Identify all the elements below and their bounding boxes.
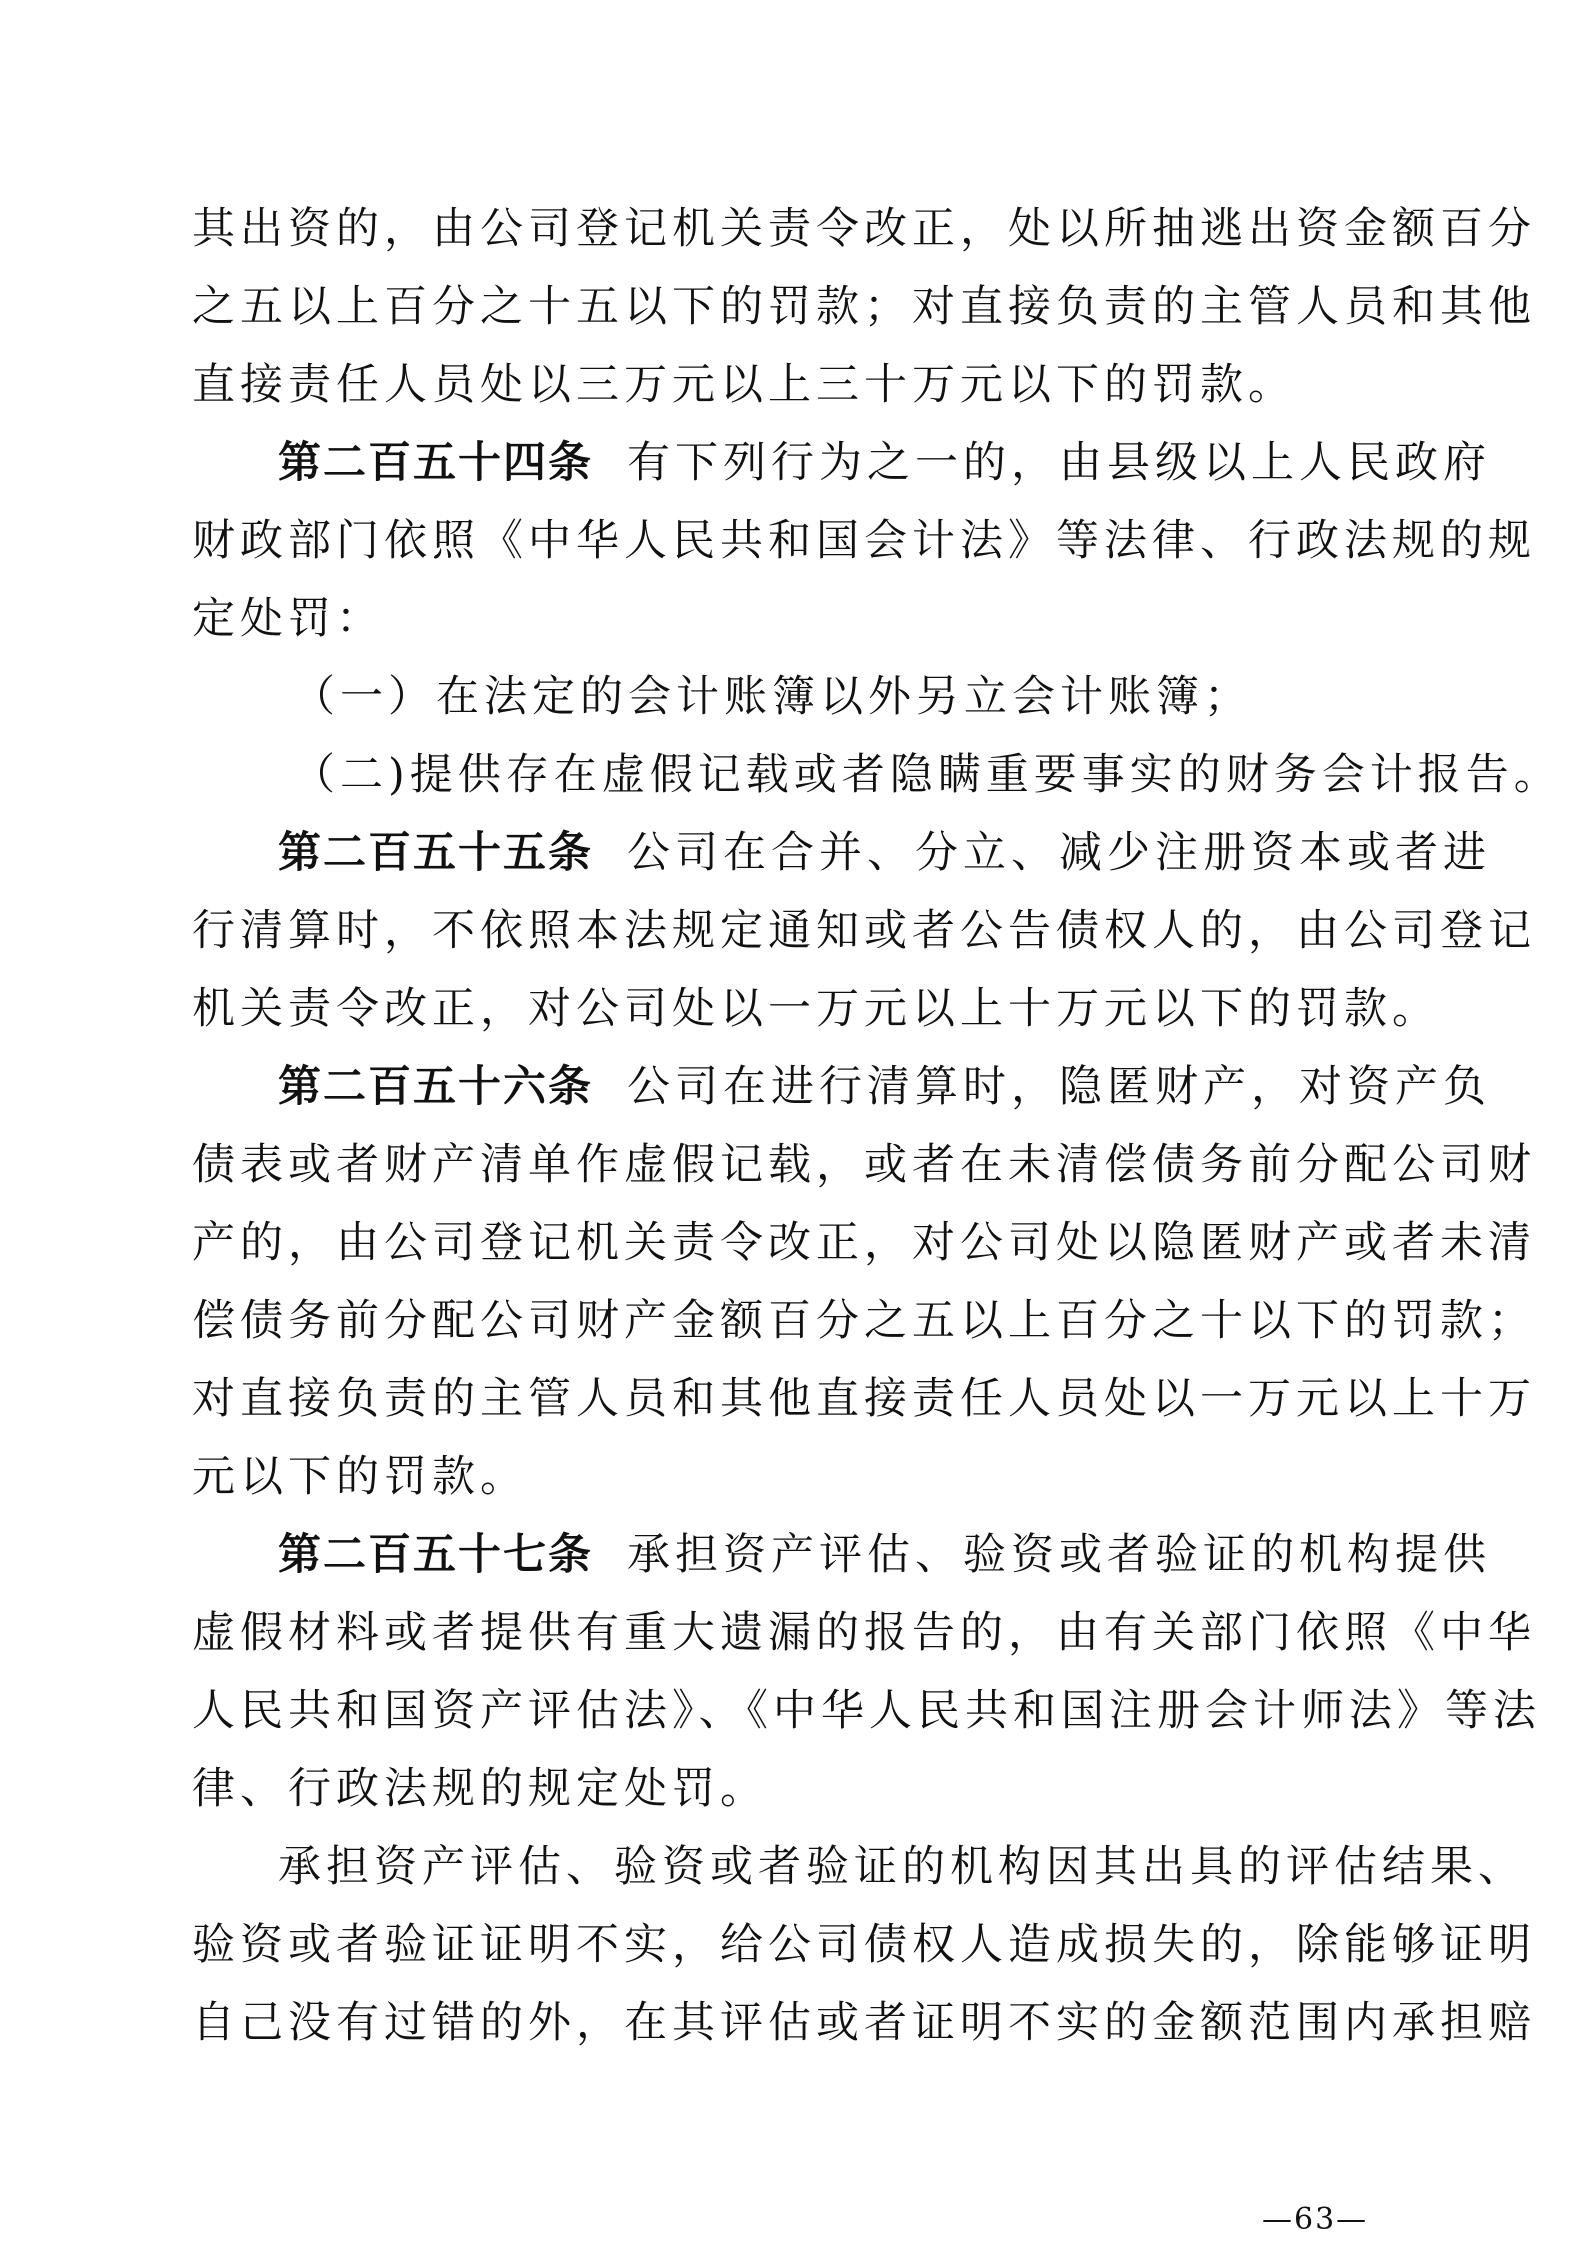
text-line: 验资或者验证证明不实，给公司债权人造成损失的，除能够证明: [192, 1920, 1536, 1970]
article-255-first-line: [192, 814, 1491, 892]
text-line: 之五以上百分之十五以下的罚款；对直接负责的主管人员和其他: [192, 282, 1536, 332]
text-line: 产的，由公司登记机关责令改正，对公司处以隐匿财产或者未清: [192, 1218, 1536, 1268]
text-line: 债表或者财产清单作虚假记载，或者在未清偿债务前分配公司财: [192, 1140, 1536, 1190]
list-item: （一）在法定的会计账簿以外另立会计账簿；: [292, 672, 1252, 722]
text-line: 定处罚：: [192, 594, 384, 644]
article-254-first-line: [192, 424, 1491, 502]
text-line: 元以下的罚款。: [192, 1452, 528, 1502]
article-254-text: 有下列行为之一的，由县级以上人民政府: [627, 438, 1491, 488]
text-line: 对直接负责的主管人员和其他直接责任人员处以一万元以上十万: [192, 1374, 1536, 1424]
article-255-heading: 第二百五十五条: [278, 828, 593, 878]
article-257-first-line: [192, 1516, 1491, 1594]
text-line: 直接责任人员处以三万元以上三十万元以下的罚款。: [192, 360, 1296, 410]
article-256-heading: 第二百五十六条: [278, 1062, 593, 1112]
text-line: 财政部门依照《中华人民共和国会计法》等法律、行政法规的规: [192, 516, 1536, 566]
text-line: 行清算时，不依照本法规定通知或者公告债权人的，由公司登记: [192, 906, 1536, 956]
text-line: 自己没有过错的外，在其评估或者证明不实的金额范围内承担赔: [192, 1998, 1536, 2048]
text-line: 律、行政法规的规定处罚。: [192, 1764, 768, 1814]
list-item: （二)提供存在虚假记载或者隐瞒重要事实的财务会计报告。: [292, 750, 1562, 800]
text-line: 其出资的，由公司登记机关责令改正，处以所抽逃出资金额百分: [192, 204, 1536, 254]
article-257-heading: 第二百五十七条: [278, 1530, 593, 1580]
article-256-first-line: [192, 1048, 1491, 1126]
article-257-text: 承担资产评估、验资或者验证的机构提供: [627, 1530, 1491, 1580]
text-line: 人民共和国资产评估法》、《中华人民共和国注册会计师法》等法: [192, 1686, 1541, 1736]
document-body: [192, 190, 1562, 2062]
text-line: 机关责令改正，对公司处以一万元以上十万元以下的罚款。: [192, 984, 1440, 1034]
article-255-text: 公司在合并、分立、减少注册资本或者进: [627, 828, 1491, 878]
page-number: —63—: [1262, 2202, 1369, 2237]
text-line: 虚假材料或者提供有重大遗漏的报告的，由有关部门依照《中华: [192, 1608, 1536, 1658]
article-254-heading: 第二百五十四条: [278, 438, 593, 488]
text-line: 偿债务前分配公司财产金额百分之五以上百分之十以下的罚款；: [192, 1296, 1536, 1346]
paragraph-first-line: 承担资产评估、验资或者验证的机构因其出具的评估结果、: [278, 1842, 1526, 1892]
article-256-text: 公司在进行清算时，隐匿财产，对资产负: [627, 1062, 1491, 1112]
